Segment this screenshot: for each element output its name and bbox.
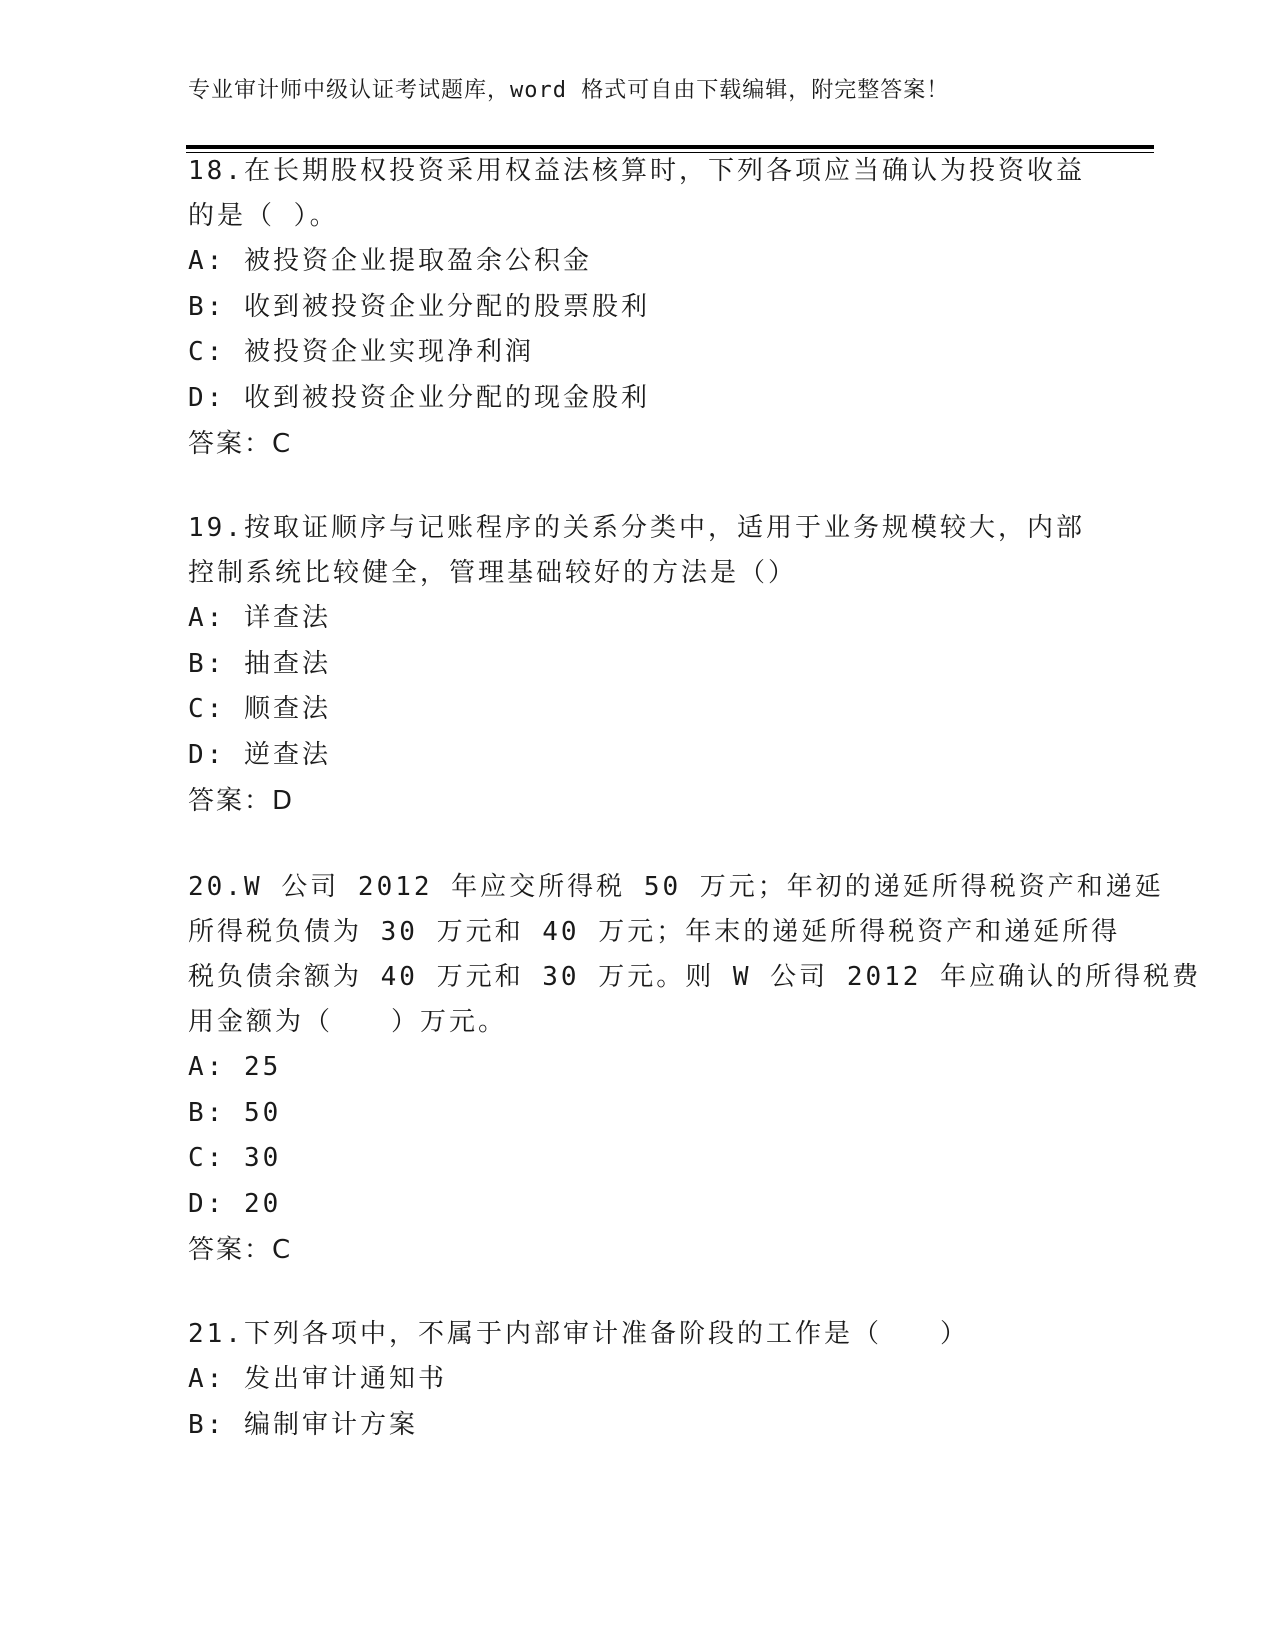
option-c: C: 顺查法: [188, 694, 331, 724]
question-stem: [188, 865, 1202, 1045]
stem-line: 用金额为（ ）万元。: [188, 1007, 508, 1037]
option-b: B: 收到被投资企业分配的股票股利: [188, 291, 650, 322]
option-a: A: 详查法: [188, 603, 331, 633]
option-c: C: 被投资企业实现净利润: [188, 337, 534, 367]
stem-line: 所得税负债为 30 万元和 40 万元；年末的递延所得税资产和递延所得: [188, 917, 1121, 947]
option-a: A: 发出审计通知书: [188, 1364, 447, 1394]
question-stem: [188, 506, 1088, 596]
answer: 答案：C: [188, 1235, 293, 1265]
stem-line: 20.W 公司 2012 年应交所得税 50 万元；年初的递延所得税资产和递延: [188, 872, 1164, 902]
page-header: 专业审计师中级认证考试题库，word 格式可自由下载编辑，附完整答案！: [188, 78, 950, 103]
question-stem: [188, 149, 1088, 239]
option-a: A: 被投资企业提取盈余公积金: [188, 246, 592, 276]
question-stem: [188, 1312, 1088, 1357]
answer: 答案：C: [188, 429, 293, 459]
option-b: B: 50: [188, 1097, 282, 1128]
option-b: B: 抽查法: [188, 648, 331, 679]
question-20: [188, 865, 1202, 1273]
option-a: A: 25: [188, 1052, 282, 1082]
option-b: B: 编制审计方案: [188, 1409, 418, 1440]
stem-line: 21.下列各项中，不属于内部审计准备阶段的工作是（ ）: [188, 1319, 969, 1349]
option-d: D: 20: [188, 1188, 282, 1219]
question-19: [188, 506, 1088, 824]
question-21: [188, 1312, 1088, 1448]
stem-line: 18.在长期股权投资采用权益法核算时，下列各项应当确认为投资收益: [188, 156, 1085, 186]
option-c: C: 30: [188, 1143, 282, 1173]
question-18: [188, 149, 1088, 467]
answer: 答案：D: [188, 786, 295, 816]
option-d: D: 逆查法: [188, 739, 331, 770]
stem-line: 税负债余额为 40 万元和 30 万元。则 W 公司 2012 年应确认的所得税费: [188, 962, 1202, 992]
stem-line: 控制系统比较健全，管理基础较好的方法是（）: [188, 558, 798, 588]
stem-line: 的是（ ）。: [188, 201, 339, 231]
option-d: D: 收到被投资企业分配的现金股利: [188, 382, 650, 413]
stem-line: 19.按取证顺序与记账程序的关系分类中，适用于业务规模较大，内部: [188, 513, 1085, 543]
